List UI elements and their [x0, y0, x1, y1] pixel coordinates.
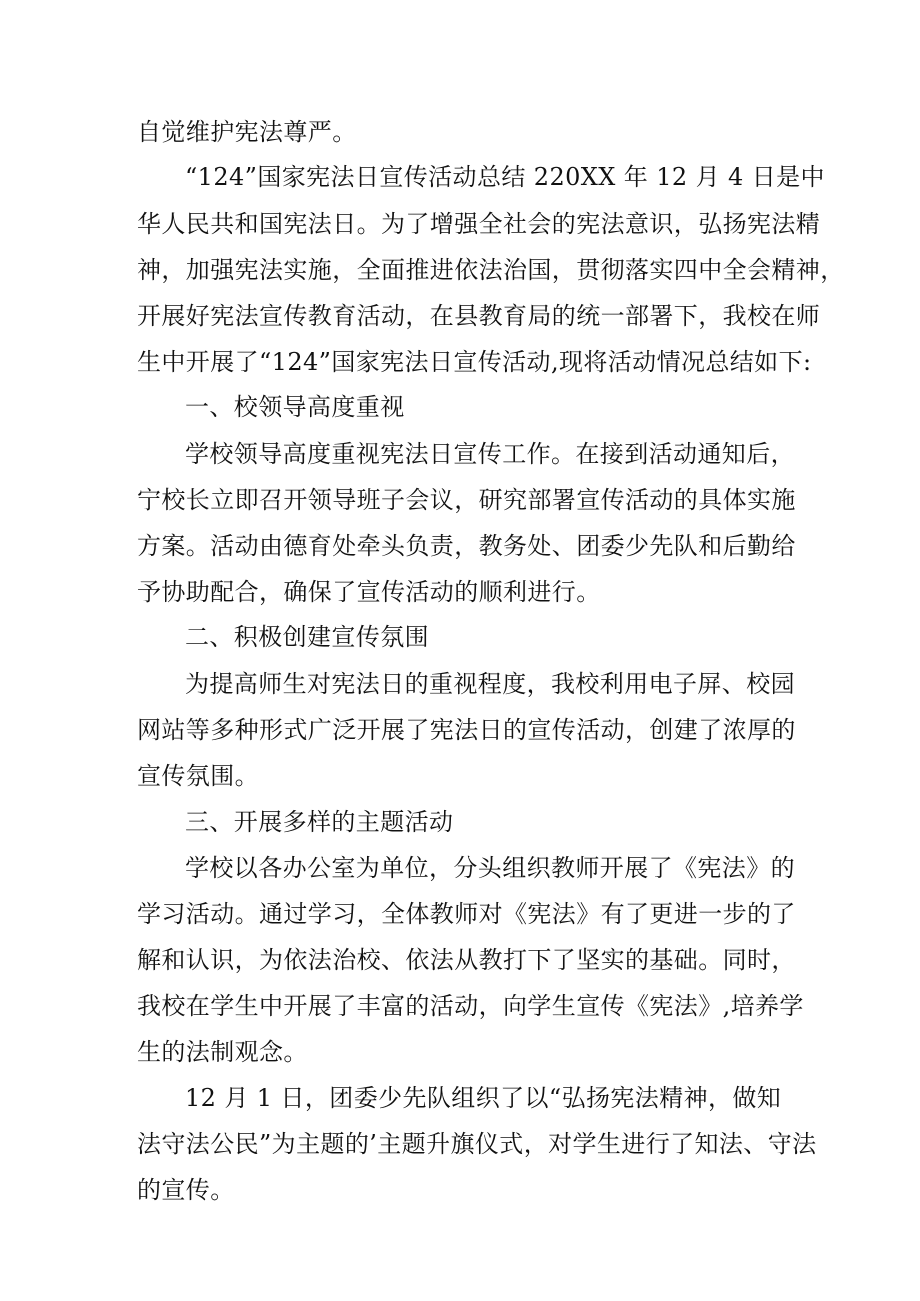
text-line: 学校领导高度重视宪法日宣传工作。在接到活动通知后， [185, 440, 795, 468]
text-line: 华人民共和国宪法日。为了增强全社会的宪法意识，弘扬宪法精 [137, 210, 821, 238]
text-line: “124”国家宪法日宣传活动总结 220XX 年 12 月 4 日是中 [185, 163, 825, 191]
text-line: 神，加强宪法实施，全面推进依法治国，贯彻落实四中全会精神， [137, 256, 845, 284]
text-line: 宁校长立即召开领导班子会议，研究部署宣传活动的具体实施 [137, 486, 796, 514]
text-line: 的宣传。 [137, 1176, 235, 1204]
text-line: 为提高师生对宪法日的重视程度，我校利用电子屏、校园 [185, 670, 795, 698]
section-heading: 二、积极创建宣传氛围 [185, 623, 429, 651]
text-line: 开展好宪法宣传教育活动，在县教育局的统一部署下，我校在师 [137, 302, 821, 330]
text-line: 方案。活动由德育处牵头负责，教务处、团委少先队和后勤给 [137, 532, 796, 560]
text-line: 12 月 1 日，团委少先队组织了以“弘扬宪法精神，做知 [185, 1084, 782, 1112]
text-line: 网站等多种形式广泛开展了宪法日的宣传活动，创建了浓厚的 [137, 716, 796, 744]
text-line: 生中开展了“124”国家宪法日宣传活动,现将活动情况总结如下: [137, 348, 812, 376]
text-line: 宣传氛围。 [137, 762, 259, 790]
text-line: 学校以各办公室为单位，分头组织教师开展了《宪法》的 [185, 854, 795, 882]
text-line: 我校在学生中开展了丰富的活动，向学生宣传《宪法》,培养学 [137, 992, 804, 1020]
text-line: 学习活动。通过学习，全体教师对《宪法》有了更进一步的了 [137, 900, 796, 928]
text-line: 法守法公民”为主题的’主题升旗仪式，对学生进行了知法、守法 [137, 1130, 817, 1158]
text-line: 予协助配合，确保了宣传活动的顺利进行。 [137, 578, 601, 606]
text-line: 解和认识，为依法治校、依法从教打下了坚实的基础。同时， [137, 946, 796, 974]
text-line: 生的法制观念。 [137, 1038, 308, 1066]
section-heading: 三、开展多样的主题活动 [185, 808, 454, 836]
section-heading: 一、校领导高度重视 [185, 393, 405, 421]
text-line: 自觉维护宪法尊严。 [137, 118, 357, 146]
